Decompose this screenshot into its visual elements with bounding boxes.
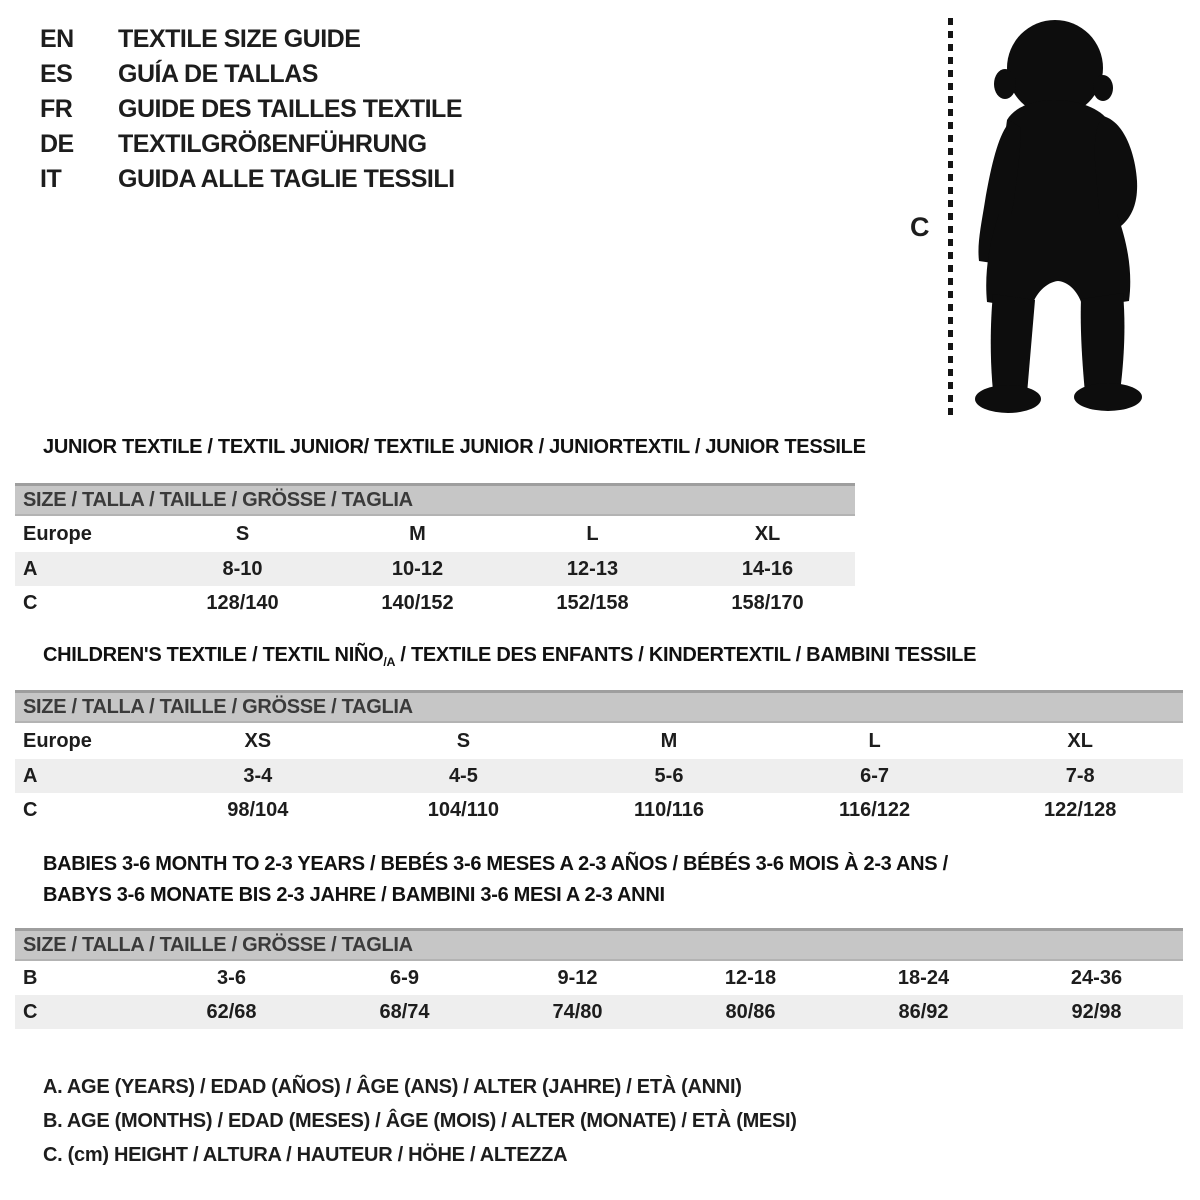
column-header: XL — [1067, 729, 1093, 752]
table-cell: 9-12 — [557, 966, 598, 989]
column-header-row — [15, 722, 1183, 759]
row-label: C — [23, 591, 38, 614]
language-code: FR — [40, 95, 73, 123]
babies-size-table — [15, 928, 1183, 1029]
row-label: C — [23, 798, 38, 821]
table-cell: 10-12 — [391, 557, 444, 580]
children-section-title — [43, 644, 976, 669]
junior-section-title: JUNIOR TEXTILE / TEXTIL JUNIOR/ TEXTILE JUNIOR / JUNIORTEXTIL / JUNIOR TESSILE — [43, 436, 866, 458]
table-cell: 140/152 — [381, 591, 454, 614]
row-label: A — [23, 557, 38, 580]
size-header-bar — [15, 930, 1183, 961]
row-label: C — [23, 1000, 38, 1023]
table-cell: 110/116 — [633, 798, 705, 821]
language-row-it — [40, 162, 462, 197]
table-cell: 116/122 — [838, 798, 911, 821]
table-cell: 158/170 — [731, 591, 804, 614]
table-cell: 12-18 — [724, 966, 777, 989]
table-cell: 5-6 — [654, 764, 684, 787]
language-header — [40, 22, 462, 197]
table-cell: 4-5 — [448, 764, 478, 787]
column-header: L — [868, 729, 881, 752]
table-cell: 104/110 — [427, 798, 499, 821]
column-header: L — [586, 522, 599, 545]
table-row — [15, 793, 1183, 827]
language-label: GUIDA ALLE TAGLIE TESSILI — [118, 165, 455, 193]
table-cell: 12-13 — [566, 557, 619, 580]
table-cell: 92/98 — [1071, 1000, 1122, 1023]
note-height-cm: C. (cm) HEIGHT / ALTURA / HAUTEUR / HÖHE / ALTEZZA — [43, 1144, 568, 1166]
table-cell: 6-9 — [390, 966, 419, 989]
table-cell: 62/68 — [206, 1000, 257, 1023]
language-row-fr — [40, 92, 462, 127]
height-dashed-line — [948, 18, 953, 418]
child-silhouette-image — [963, 16, 1153, 416]
table-cell: 86/92 — [898, 1000, 949, 1023]
table-row — [15, 552, 855, 586]
column-header-row — [15, 515, 855, 552]
note-age-years: A. AGE (YEARS) / EDAD (AÑOS) / ÂGE (ANS) / ALTER (JAHRE) / ETÀ (ANNI) — [43, 1076, 742, 1098]
table-cell: 3-4 — [243, 764, 273, 787]
language-code: IT — [40, 165, 62, 193]
table-row — [15, 960, 1183, 995]
size-header-label: SIZE / TALLA / TAILLE / GRÖSSE / TAGLIA — [15, 485, 855, 516]
table-cell: 6-7 — [860, 764, 890, 787]
size-header-bar — [15, 485, 855, 516]
language-row-es — [40, 57, 462, 92]
column-header: M — [409, 522, 426, 545]
babies-title-line: BABYS 3-6 MONATE BIS 2-3 JAHRE / BAMBINI 3-6 MESI A 2-3 ANNI — [43, 884, 665, 906]
language-label: TEXTILE SIZE GUIDE — [118, 25, 361, 53]
size-header-bar — [15, 692, 1183, 723]
babies-title-line: BABIES 3-6 MONTH TO 2-3 YEARS / BEBÉS 3-6 MESES A 2-3 AÑOS / BÉBÉS 3-6 MOIS À 2-3 ANS / — [43, 853, 948, 875]
column-header: S — [456, 729, 471, 752]
children-title-part: CHILDREN'S TEXTILE / TEXTIL NIÑO — [43, 644, 384, 666]
language-row-de — [40, 127, 462, 162]
children-size-table — [15, 690, 1183, 827]
language-label: TEXTILGRÖßENFÜHRUNG — [118, 130, 427, 158]
language-code: ES — [40, 60, 73, 88]
column-header: Europe — [23, 729, 92, 752]
table-cell: 74/80 — [552, 1000, 603, 1023]
table-cell: 80/86 — [725, 1000, 776, 1023]
height-measure-label: C — [910, 212, 930, 242]
column-header: M — [660, 729, 678, 752]
table-cell: 8-10 — [222, 557, 263, 580]
language-code: EN — [40, 25, 74, 53]
table-cell: 14-16 — [741, 557, 794, 580]
language-row-en — [40, 22, 462, 57]
table-cell: 7-8 — [1065, 764, 1095, 787]
note-age-months: B. AGE (MONTHS) / EDAD (MESES) / ÂGE (MOIS) / ALTER (MONATE) / ETÀ (MESI) — [43, 1110, 797, 1132]
children-title-part: / TEXTILE DES ENFANTS / KINDERTEXTIL / BAMBINI TESSILE — [395, 644, 977, 666]
table-cell: 24-36 — [1070, 966, 1123, 989]
column-header: Europe — [23, 522, 92, 545]
language-label: GUIDE DES TAILLES TEXTILE — [118, 95, 463, 123]
row-label: B — [23, 966, 38, 989]
table-cell: 128/140 — [206, 591, 279, 614]
column-header: S — [235, 522, 250, 545]
babies-section-title — [43, 849, 948, 911]
table-cell: 122/128 — [1044, 798, 1117, 821]
table-cell: 3-6 — [217, 966, 246, 989]
language-code: DE — [40, 130, 74, 158]
junior-size-table — [15, 483, 855, 620]
size-header-label: SIZE / TALLA / TAILLE / GRÖSSE / TAGLIA — [15, 692, 1183, 723]
table-cell: 68/74 — [379, 1000, 430, 1023]
language-label: GUÍA DE TALLAS — [118, 60, 318, 88]
legend-notes — [43, 1070, 797, 1172]
table-cell: 18-24 — [897, 966, 950, 989]
row-label: A — [23, 764, 38, 787]
table-cell: 152/158 — [556, 591, 629, 614]
column-header: XS — [244, 729, 272, 752]
column-header: XL — [754, 522, 781, 545]
table-cell: 98/104 — [227, 798, 289, 821]
table-row — [15, 995, 1183, 1029]
size-header-label: SIZE / TALLA / TAILLE / GRÖSSE / TAGLIA — [15, 930, 1183, 961]
table-row — [15, 759, 1183, 793]
children-title-suffix: /A — [383, 655, 396, 669]
table-row — [15, 586, 855, 620]
